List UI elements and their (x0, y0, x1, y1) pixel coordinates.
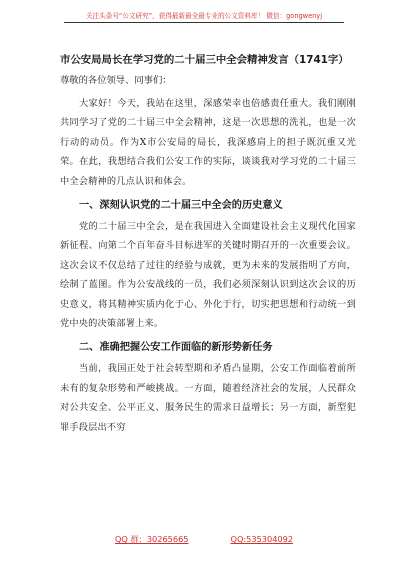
top-banner: 关注头条号“公文研究”，获得最新最全最专业的公文资料库！ 微信：gongwenyj (64, 10, 344, 23)
intro-paragraph: 大家好！今天，我站在这里，深感荣幸也倍感责任重大。我们刚刚共同学习了党的二十届三中全会精神，这是一次思想的洗礼，也是一次行动的动员。作为X市公安局的局长，我深感肩上的担子既沉重又光荣。在此，我想结合我们公安工作的实际，谈谈我对学习党的二十届三中全会精神的几点认识和体会。 (60, 98, 356, 187)
footer-qq: QQ:535304092 (230, 534, 294, 544)
section-heading-2: 二、准确把握公安工作面临的新形势新任务 (79, 342, 273, 354)
section-paragraph-2: 当前，我国正处于社会转型期和矛盾凸显期，公安工作面临着前所未有的复杂形势和严峻挑战。一方面，随着经济社会的发展，人民群众对公共安全、公平正义、服务民生的需求日益增长；另一方面，新型犯罪手段层出不穷 (60, 363, 356, 433)
section-heading-1: 一、深刻认识党的二十届三中全会的历史意义 (79, 200, 283, 212)
footer-qq-group: QQ 群：30265665 (114, 534, 189, 544)
footer (0, 534, 408, 545)
document-body (60, 52, 356, 437)
document-title: 市公安局局长在学习党的二十届三中全会精神发言（1741字） (60, 54, 349, 66)
greeting: 尊敬的各位领导、同事们： (60, 75, 172, 86)
section-paragraph-1: 党的二十届三中全会，是在我国进入全面建设社会主义现代化国家新征程、向第二个百年奋斗目标进军的关键时期召开的一次重要会议。这次会议不仅总结了过往的经验与成就，更为未来的发展指明了方向，绘制了蓝图。作为公安战线的一员，我们必须深刻认识到这次会议的历史意义，将其精神实质内化于心、外化于行，切实把思想和行动统一到党中央的决策部署上来。 (60, 221, 356, 330)
